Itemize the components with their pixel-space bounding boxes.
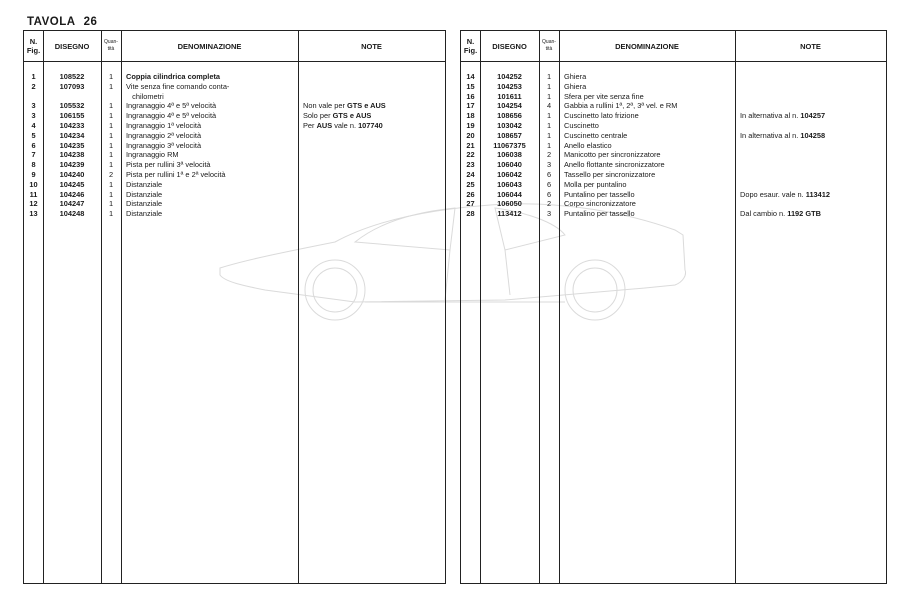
note-text: 104258 bbox=[800, 130, 826, 140]
cell-disegno: 104234 bbox=[59, 130, 85, 140]
cell-fig: 7 bbox=[31, 150, 36, 160]
table-row bbox=[461, 111, 886, 121]
cell-disegno: 104248 bbox=[59, 209, 85, 219]
cell-denominazione: Ingranaggio 4ª e 5ª velocità bbox=[126, 111, 217, 121]
note-text: AUS bbox=[316, 120, 333, 130]
table-row bbox=[461, 190, 886, 200]
table-row bbox=[24, 180, 445, 190]
cell-disegno: 11067375 bbox=[493, 140, 526, 150]
cell-quantita: 1 bbox=[108, 140, 114, 150]
cell-quantita: 1 bbox=[546, 91, 552, 101]
cell-quantita: 3 bbox=[546, 209, 552, 219]
table-row bbox=[461, 141, 886, 151]
cell-quantita: 1 bbox=[546, 130, 552, 140]
cell-fig: 22 bbox=[466, 150, 475, 160]
cell-fig: 11 bbox=[29, 189, 38, 199]
cell-disegno: 106040 bbox=[497, 160, 522, 170]
parts-table-left bbox=[23, 30, 446, 584]
table-row bbox=[461, 199, 886, 209]
cell-fig: 2 bbox=[31, 81, 36, 91]
table-row bbox=[24, 121, 445, 131]
cell-denominazione: Cuscinetto bbox=[564, 120, 599, 130]
cell-quantita: 1 bbox=[108, 81, 114, 91]
cell-denominazione: Gabbia a rullini 1ª, 2ª, 3ª vel. e RM bbox=[564, 101, 678, 111]
cell-quantita: 4 bbox=[546, 101, 552, 111]
note-text: Dopo esaur. vale n. bbox=[740, 189, 806, 199]
header-denominazione: DENOMINAZIONE bbox=[615, 41, 679, 51]
table-row bbox=[24, 190, 445, 200]
note-text: Dal cambio n. bbox=[740, 209, 788, 219]
table-row bbox=[24, 72, 445, 82]
table-row bbox=[24, 92, 445, 102]
cell-denominazione: Anello elastico bbox=[564, 140, 612, 150]
cell-denominazione: Sfera per vite senza fine bbox=[564, 91, 644, 101]
cell-disegno: 104247 bbox=[59, 199, 85, 209]
cell-disegno: 104240 bbox=[59, 169, 85, 179]
header-quantita: Quan- tità bbox=[104, 39, 118, 52]
cell-quantita: 1 bbox=[108, 209, 114, 219]
cell-fig: 3 bbox=[31, 111, 36, 121]
cell-denominazione: Coppia cilindrica completa bbox=[126, 72, 221, 81]
cell-quantita: 6 bbox=[546, 169, 552, 179]
table-row bbox=[461, 72, 886, 82]
cell-denominazione: Tassello per sincronizzatore bbox=[564, 169, 656, 179]
header-disegno: DISEGNO bbox=[54, 41, 90, 51]
cell-quantita: 1 bbox=[108, 179, 114, 189]
cell-denominazione: Ingranaggio 4ª e 5ª velocità bbox=[126, 101, 217, 111]
cell-disegno: 104235 bbox=[59, 140, 85, 150]
cell-note bbox=[735, 209, 821, 219]
page-title-number: 26 bbox=[83, 16, 98, 28]
cell-quantita: 2 bbox=[108, 169, 114, 179]
table-row bbox=[461, 92, 886, 102]
cell-note bbox=[298, 111, 371, 121]
cell-note bbox=[735, 131, 825, 141]
table-row bbox=[24, 82, 445, 92]
cell-disegno: 106043 bbox=[497, 179, 522, 189]
table-row bbox=[461, 121, 886, 131]
note-text: Non vale per bbox=[303, 101, 347, 111]
note-text: Per bbox=[303, 120, 317, 130]
header-fig: N. Fig. bbox=[463, 37, 478, 55]
cell-denominazione: Distanziale bbox=[126, 179, 163, 189]
cell-fig: 20 bbox=[466, 130, 475, 140]
cell-disegno: 106050 bbox=[497, 199, 522, 209]
cell-disegno: 104238 bbox=[59, 150, 85, 160]
cell-fig: 27 bbox=[466, 199, 475, 209]
note-text: In alternativa al n. bbox=[740, 130, 801, 140]
cell-fig: 15 bbox=[466, 81, 475, 91]
table-row bbox=[24, 111, 445, 121]
cell-fig: 12 bbox=[29, 199, 38, 209]
cell-disegno: 104253 bbox=[497, 81, 522, 91]
table-row bbox=[461, 82, 886, 92]
header-disegno: DISEGNO bbox=[492, 41, 527, 51]
note-text: vale n. bbox=[332, 120, 359, 130]
cell-fig: 25 bbox=[466, 179, 475, 189]
cell-disegno: 104246 bbox=[59, 189, 85, 199]
table-row bbox=[24, 141, 445, 151]
cell-fig: 23 bbox=[466, 160, 475, 170]
cell-quantita: 1 bbox=[546, 111, 552, 121]
table-row bbox=[461, 150, 886, 160]
cell-denominazione: Distanziale bbox=[126, 189, 163, 199]
cell-quantita: 1 bbox=[546, 140, 552, 150]
cell-quantita: 6 bbox=[546, 179, 552, 189]
note-text: GTS e AUS bbox=[332, 111, 372, 121]
cell-quantita: 1 bbox=[108, 189, 114, 199]
cell-note bbox=[735, 190, 830, 200]
cell-quantita: 1 bbox=[108, 150, 114, 160]
cell-denominazione: Ingranaggio 1ª velocità bbox=[126, 120, 202, 130]
note-text: 104257 bbox=[800, 111, 826, 121]
table-row bbox=[461, 131, 886, 141]
note-text: Solo per bbox=[303, 111, 333, 121]
table-row bbox=[461, 180, 886, 190]
page-title bbox=[27, 16, 97, 28]
table-row bbox=[461, 209, 886, 219]
cell-fig: 3 bbox=[31, 101, 36, 111]
table-row bbox=[24, 209, 445, 219]
cell-disegno: 103042 bbox=[497, 120, 522, 130]
cell-denominazione: Vite senza fine comando conta- bbox=[126, 81, 230, 91]
table-row bbox=[24, 160, 445, 170]
cell-disegno: 104254 bbox=[497, 101, 522, 111]
cell-fig: 14 bbox=[466, 72, 475, 81]
cell-fig: 9 bbox=[31, 169, 36, 179]
cell-fig: 19 bbox=[466, 120, 475, 130]
table-row bbox=[24, 199, 445, 209]
table-row bbox=[24, 101, 445, 111]
cell-disegno: 104252 bbox=[497, 72, 522, 81]
cell-quantita: 2 bbox=[546, 150, 552, 160]
cell-denominazione: Puntalino per tassello bbox=[564, 209, 635, 219]
cell-disegno: 108522 bbox=[59, 72, 85, 81]
cell-quantita: 1 bbox=[546, 120, 552, 130]
cell-disegno: 106042 bbox=[497, 169, 522, 179]
header-note: NOTE bbox=[800, 41, 821, 51]
cell-denominazione: chilometri bbox=[126, 91, 164, 101]
table-row bbox=[24, 131, 445, 141]
cell-fig: 18 bbox=[466, 111, 475, 121]
cell-quantita: 2 bbox=[546, 199, 552, 209]
parts-table-right bbox=[460, 30, 887, 584]
cell-disegno: 105532 bbox=[59, 101, 85, 111]
note-text: GTS e AUS bbox=[346, 101, 386, 111]
cell-fig: 21 bbox=[466, 140, 475, 150]
note-text: In alternativa al n. bbox=[740, 111, 801, 121]
cell-disegno: 104245 bbox=[59, 179, 85, 189]
cell-fig: 8 bbox=[31, 160, 36, 170]
cell-denominazione: Anello flottante sincronizzatore bbox=[564, 160, 665, 170]
cell-denominazione: Distanziale bbox=[126, 199, 163, 209]
cell-fig: 28 bbox=[466, 209, 475, 219]
cell-denominazione: Pista per rullini 3ª velocità bbox=[126, 160, 211, 170]
cell-fig: 17 bbox=[466, 101, 475, 111]
header-quantita: Quan- tità bbox=[542, 39, 556, 52]
page-title-label: TAVOLA bbox=[27, 16, 76, 28]
cell-quantita: 1 bbox=[108, 101, 114, 111]
cell-denominazione: Ingranaggio 3ª velocità bbox=[126, 140, 202, 150]
cell-quantita: 1 bbox=[546, 81, 552, 91]
cell-disegno: 106038 bbox=[497, 150, 522, 160]
header-note: NOTE bbox=[361, 41, 382, 51]
note-text: 107740 bbox=[358, 120, 383, 130]
cell-disegno: 108657 bbox=[497, 130, 522, 140]
cell-denominazione: Manicotto per sincronizzatore bbox=[564, 150, 661, 160]
cell-disegno: 107093 bbox=[59, 81, 85, 91]
cell-quantita: 1 bbox=[108, 120, 114, 130]
note-text: 113412 bbox=[805, 189, 831, 199]
cell-quantita: 6 bbox=[546, 189, 552, 199]
cell-disegno: 106155 bbox=[59, 111, 85, 121]
cell-quantita: 1 bbox=[108, 72, 114, 81]
header-denominazione: DENOMINAZIONE bbox=[177, 41, 242, 51]
note-text: 1192 GTB bbox=[787, 209, 821, 219]
cell-fig: 4 bbox=[31, 120, 36, 130]
cell-fig: 6 bbox=[31, 140, 36, 150]
cell-fig: 26 bbox=[466, 189, 475, 199]
cell-quantita: 1 bbox=[108, 199, 114, 209]
table-row bbox=[461, 160, 886, 170]
cell-disegno: 104239 bbox=[59, 160, 85, 170]
cell-denominazione: Cuscinetto centrale bbox=[564, 130, 628, 140]
cell-disegno: 108656 bbox=[497, 111, 522, 121]
table-body-right bbox=[461, 72, 886, 219]
cell-denominazione: Corpo sincronizzatore bbox=[564, 199, 636, 209]
cell-disegno: 113412 bbox=[497, 209, 522, 219]
cell-denominazione: Pista per rullini 1ª e 2ª velocità bbox=[126, 169, 226, 179]
cell-denominazione: Cuscinetto lato frizione bbox=[564, 111, 639, 121]
cell-denominazione: Puntalino per tassello bbox=[564, 189, 635, 199]
table-row bbox=[461, 170, 886, 180]
cell-quantita: 1 bbox=[108, 160, 114, 170]
table-body-left bbox=[24, 72, 445, 219]
cell-quantita: 1 bbox=[108, 130, 114, 140]
cell-disegno: 106044 bbox=[497, 189, 522, 199]
cell-note bbox=[298, 121, 383, 131]
cell-disegno: 104233 bbox=[59, 120, 85, 130]
table-row bbox=[24, 150, 445, 160]
cell-note bbox=[735, 111, 825, 121]
cell-fig: 5 bbox=[31, 130, 36, 140]
cell-quantita: 1 bbox=[108, 111, 114, 121]
cell-fig: 24 bbox=[466, 169, 475, 179]
cell-denominazione: Ingranaggio RM bbox=[126, 150, 179, 160]
header-fig: N. Fig. bbox=[26, 37, 41, 55]
cell-denominazione: Ghiera bbox=[564, 81, 587, 91]
cell-fig: 13 bbox=[29, 209, 38, 219]
cell-denominazione: Ingranaggio 2ª velocità bbox=[126, 130, 202, 140]
cell-denominazione: Ghiera bbox=[564, 72, 587, 81]
cell-fig: 16 bbox=[466, 91, 475, 101]
table-row bbox=[24, 170, 445, 180]
cell-denominazione: Distanziale bbox=[126, 209, 163, 219]
cell-fig: 1 bbox=[31, 72, 36, 81]
cell-quantita: 1 bbox=[546, 72, 552, 81]
cell-disegno: 101611 bbox=[497, 91, 522, 101]
cell-fig: 10 bbox=[29, 179, 38, 189]
cell-note bbox=[298, 101, 386, 111]
table-row bbox=[461, 101, 886, 111]
cell-denominazione: Molla per puntalino bbox=[564, 179, 627, 189]
cell-quantita: 3 bbox=[546, 160, 552, 170]
